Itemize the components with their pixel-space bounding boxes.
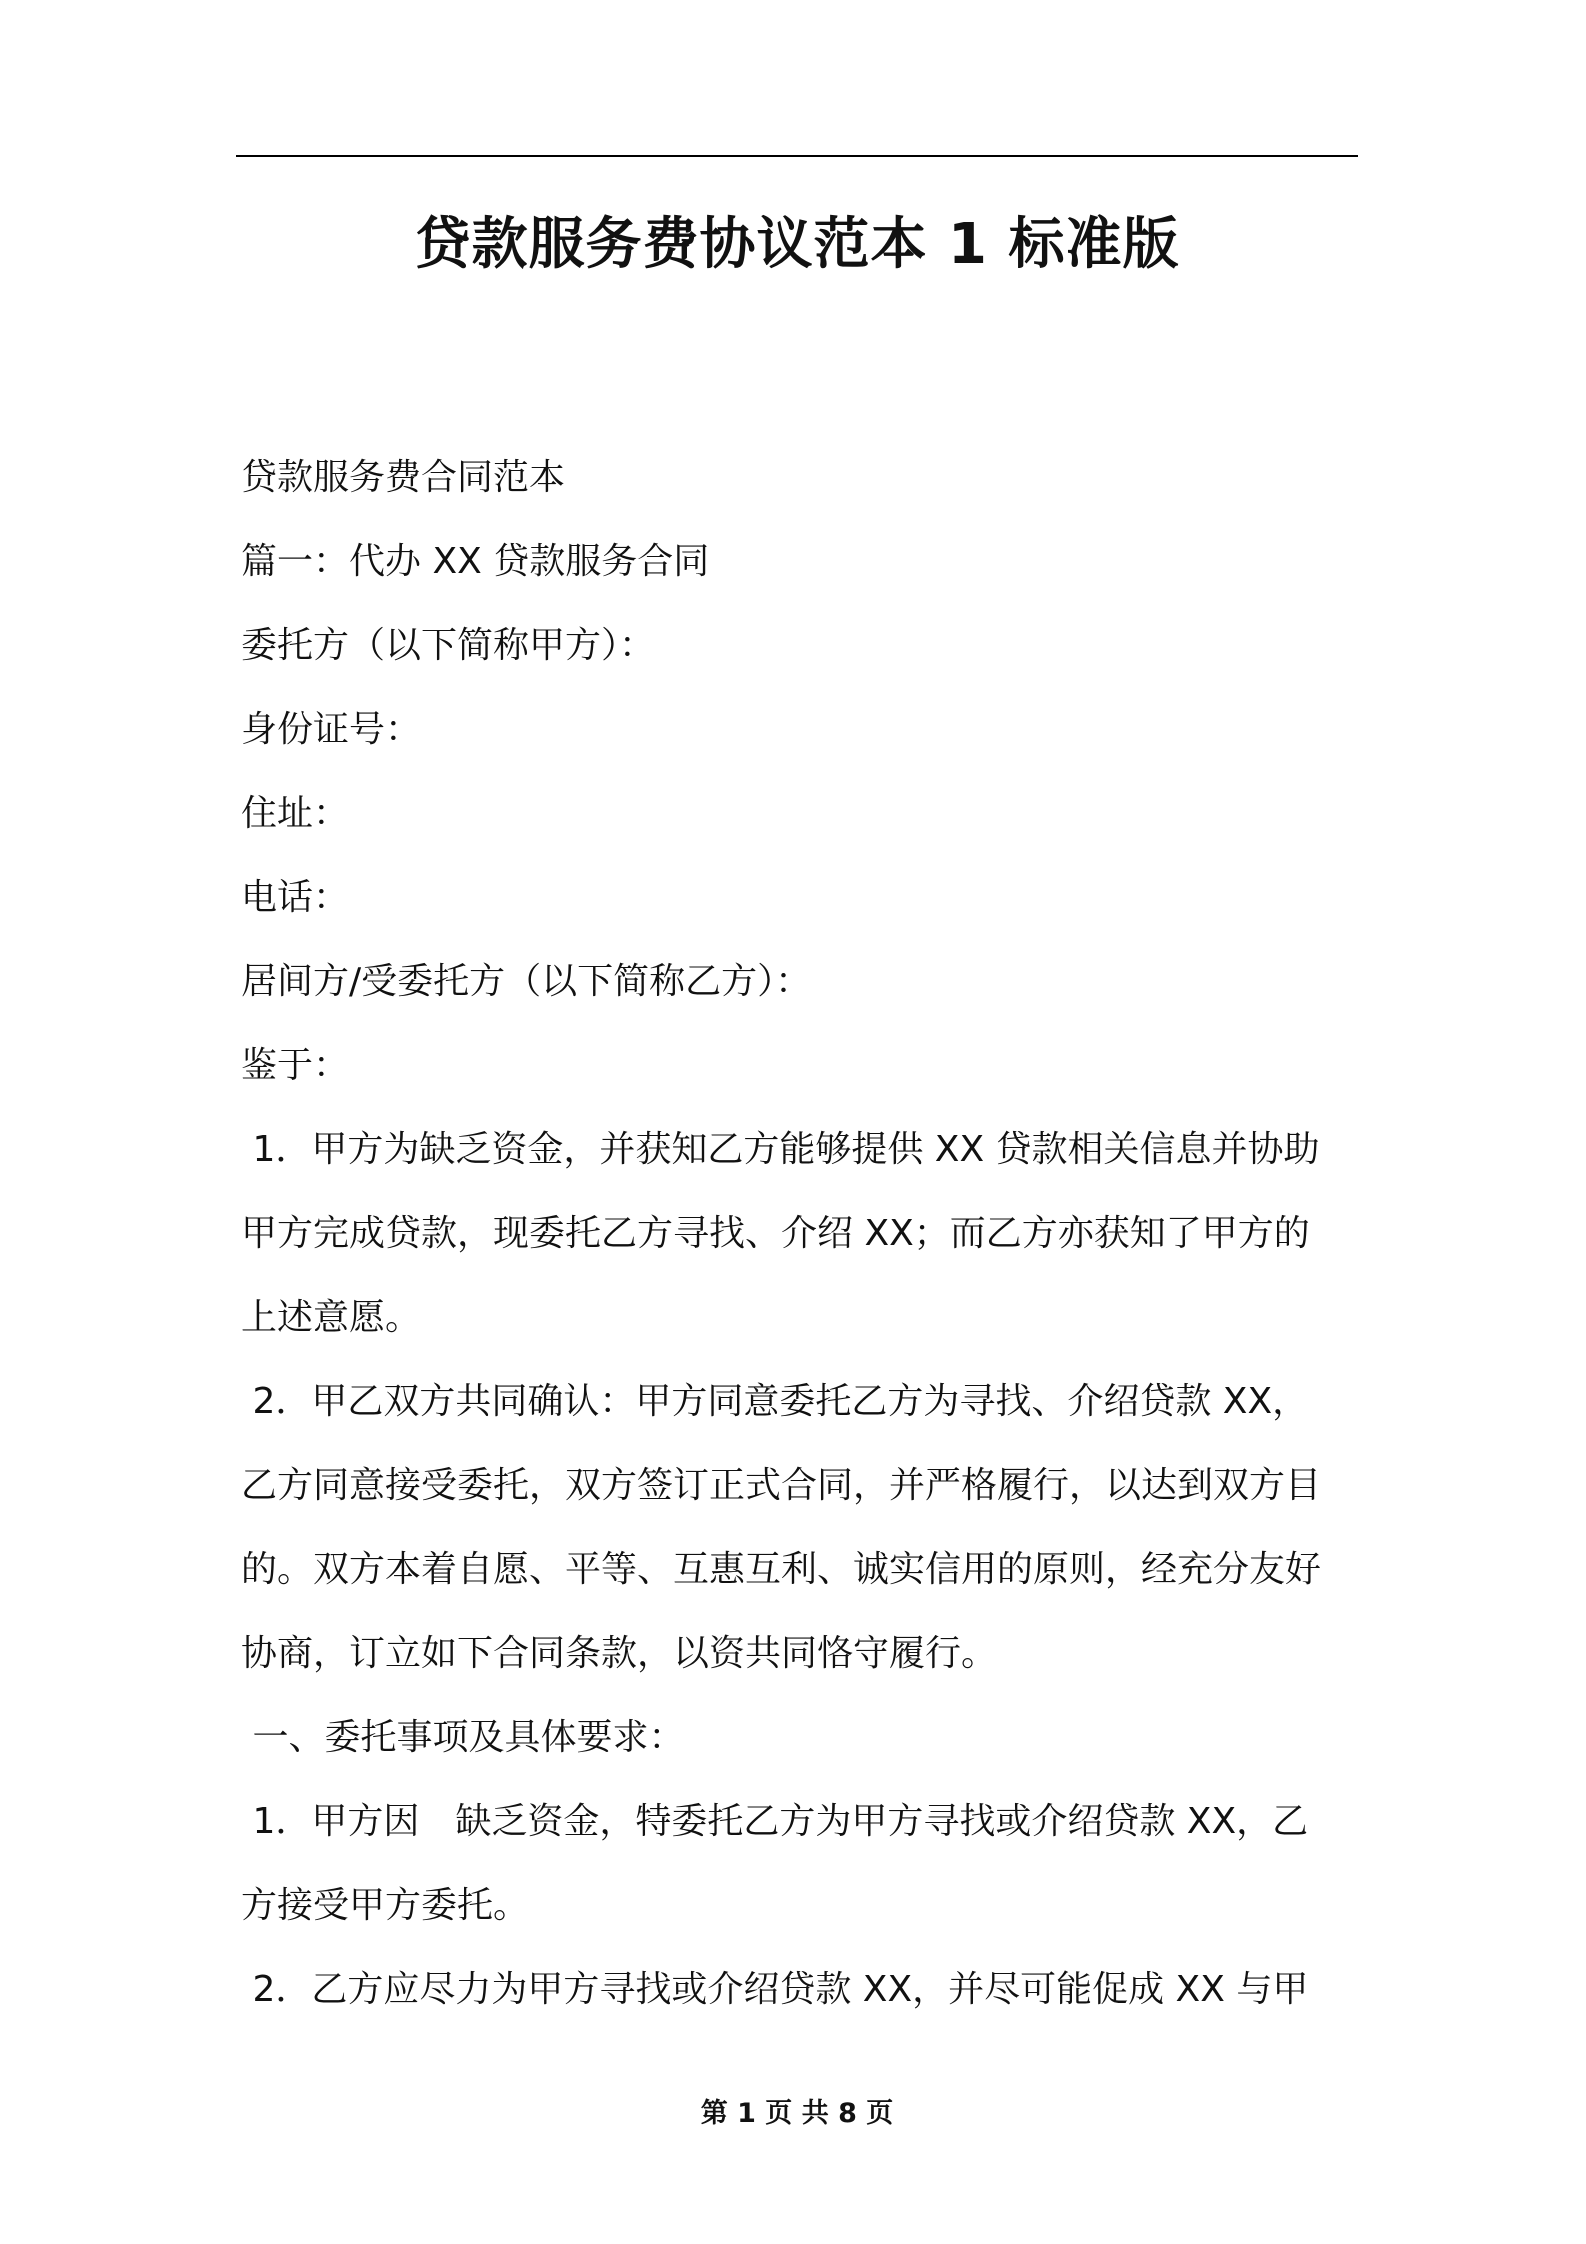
body-line: 2．甲乙双方共同确认：甲方同意委托乙方为寻找、介绍贷款 XX， — [241, 1381, 1309, 1422]
body-line: 方接受甲方委托。 — [241, 1885, 530, 1926]
body-line: 2．乙方应尽力为甲方寻找或介绍贷款 XX，并尽可能促成 XX 与甲 — [241, 1969, 1309, 2010]
body-line: 的。双方本着自愿、平等、互惠互利、诚实信用的原则，经充分友好 — [241, 1549, 1322, 1590]
body-line: 1．甲方为缺乏资金，并获知乙方能够提供 XX 贷款相关信息并协助 — [241, 1129, 1320, 1170]
body-line: 委托方（以下简称甲方）： — [241, 625, 656, 666]
body-line: 上述意愿。 — [241, 1297, 422, 1338]
body-line: 1．甲方因 缺乏资金，特委托乙方为甲方寻找或介绍贷款 XX，乙 — [241, 1801, 1309, 1842]
body-line: 住址： — [241, 793, 350, 834]
body-line: 鉴于： — [241, 1045, 350, 1086]
body-line: 贷款服务费合同范本 — [241, 457, 566, 498]
page-number-footer: 第 1 页 共 8 页 — [700, 2098, 894, 2129]
document-title: 贷款服务费协议范本 1 标准版 — [414, 212, 1180, 277]
body-line: 身份证号： — [241, 709, 422, 750]
document-body — [241, 436, 1361, 2032]
body-line: 居间方/受委托方（以下简称乙方）： — [241, 961, 812, 1002]
header-rule — [236, 155, 1358, 157]
body-line: 一、委托事项及具体要求： — [241, 1717, 685, 1758]
body-line: 甲方完成贷款，现委托乙方寻找、介绍 XX；而乙方亦获知了甲方的 — [241, 1213, 1310, 1254]
body-line: 乙方同意接受委托，双方签订正式合同，并严格履行，以达到双方目 — [241, 1465, 1322, 1506]
body-line: 电话： — [241, 877, 350, 918]
body-line: 协商，订立如下合同条款，以资共同恪守履行。 — [241, 1633, 998, 1674]
body-line: 篇一：代办 XX 贷款服务合同 — [241, 541, 710, 582]
